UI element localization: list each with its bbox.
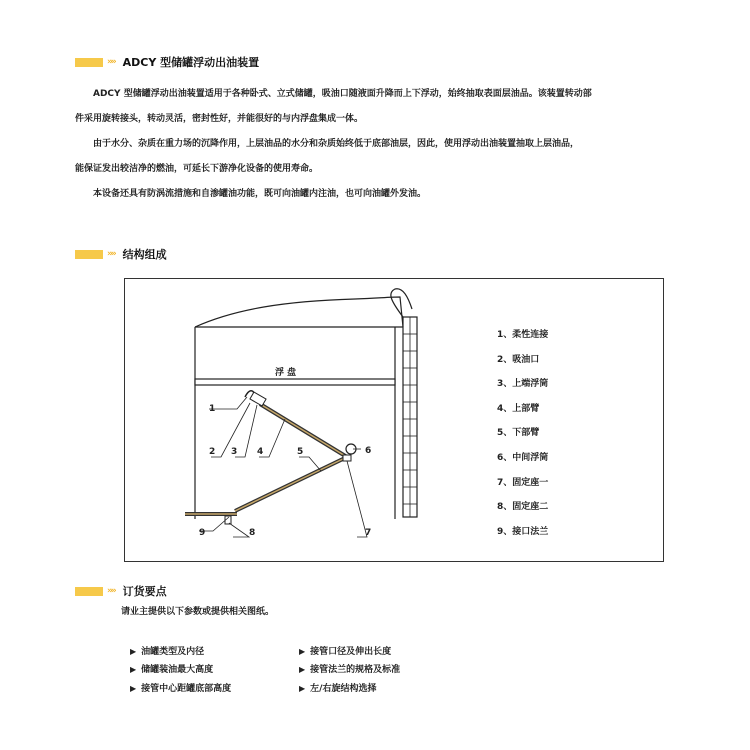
section-header-device (75, 54, 259, 70)
requirement-item: ▶ 左/右旋结构选择 (299, 684, 377, 694)
requirement-item: ▶ 接管中心距罐底部高度 (130, 684, 232, 694)
callout-6: 6 (365, 446, 372, 456)
triangle-icon: ▶ (299, 684, 306, 693)
triangle-icon: ▶ (130, 684, 137, 693)
double-chevron-icon: »» (107, 586, 115, 596)
structure-diagram (124, 278, 664, 562)
paragraph-line: 由于水分、杂质在重力场的沉降作用，上层油品的水分和杂质始终低于底部油层，因此，使用浮动出油装置抽取上层油品， (93, 139, 580, 149)
part-legend (497, 327, 548, 548)
requirement-item: ▶ 接管口径及伸出长度 (299, 647, 392, 657)
requirement-item: ▶ 油罐类型及内径 (130, 647, 205, 657)
section-title: 订货要点 (122, 585, 167, 598)
callout-7: 7 (365, 528, 372, 538)
section-title: ADCY 型储罐浮动出油装置 (122, 56, 260, 69)
fixed-seat-one (343, 455, 351, 461)
requirement-item: ▶ 接管法兰的规格及标准 (299, 665, 401, 675)
floating-roof (195, 379, 395, 385)
legend-item: 7、固定座一 (497, 477, 549, 488)
legend-item: 4、上部臂 (497, 403, 540, 414)
callout-4: 4 (257, 447, 264, 457)
paragraph-line: 能保证发出较洁净的燃油，可延长下游净化设备的使用寿命。 (75, 164, 319, 174)
header-bar-icon (75, 587, 103, 596)
callout-5: 5 (297, 447, 304, 457)
callout-9: 9 (199, 528, 206, 538)
legend-item: 9、接口法兰 (497, 526, 549, 537)
section-title: 结构组成 (122, 248, 167, 261)
suction-inlet (250, 392, 266, 406)
paragraph-line: 本设备还具有防涡流措施和自渗罐油功能，既可向油罐内注油，也可向油罐外发油。 (93, 189, 427, 199)
ordering-note: 请业主提供以下参数或提供相关图纸。 (121, 607, 275, 617)
legend-item: 3、上端浮筒 (497, 379, 549, 390)
header-bar-icon (75, 58, 103, 67)
triangle-icon: ▶ (130, 647, 137, 656)
triangle-icon: ▶ (299, 665, 306, 674)
legend-item: 8、固定座二 (497, 502, 549, 513)
paragraph-line: 件采用旋转接头，转动灵活，密封性好，并能很好的与内浮盘集成一体。 (75, 114, 364, 124)
section-header-structure (75, 246, 167, 262)
section-header-ordering (75, 583, 167, 599)
callout-8: 8 (249, 528, 256, 538)
legend-item: 2、吸油口 (497, 354, 540, 365)
intro-text (75, 82, 665, 207)
float-label: 浮 盘 (275, 368, 297, 378)
legend-item: 6、中间浮筒 (497, 452, 549, 463)
callout-3: 3 (231, 447, 238, 457)
triangle-icon: ▶ (130, 665, 137, 674)
requirement-item: ▶ 储罐装油最大高度 (130, 665, 214, 675)
legend-item: 1、柔性连接 (497, 330, 549, 340)
double-chevron-icon: »» (107, 57, 115, 67)
legend-item: 5、下部臂 (497, 428, 540, 439)
tank-drawing (125, 279, 665, 563)
tank-roof (195, 297, 403, 327)
triangle-icon: ▶ (299, 647, 306, 656)
paragraph-line: ADCY 型储罐浮动出油装置适用于各种卧式、立式储罐，吸油口随液面升降而上下浮动，始终抽取表面层油品。该装置转动部 (93, 89, 592, 99)
callout-2: 2 (209, 447, 216, 457)
header-bar-icon (75, 250, 103, 259)
double-chevron-icon: »» (107, 249, 115, 259)
callout-1: 1 (209, 404, 216, 414)
